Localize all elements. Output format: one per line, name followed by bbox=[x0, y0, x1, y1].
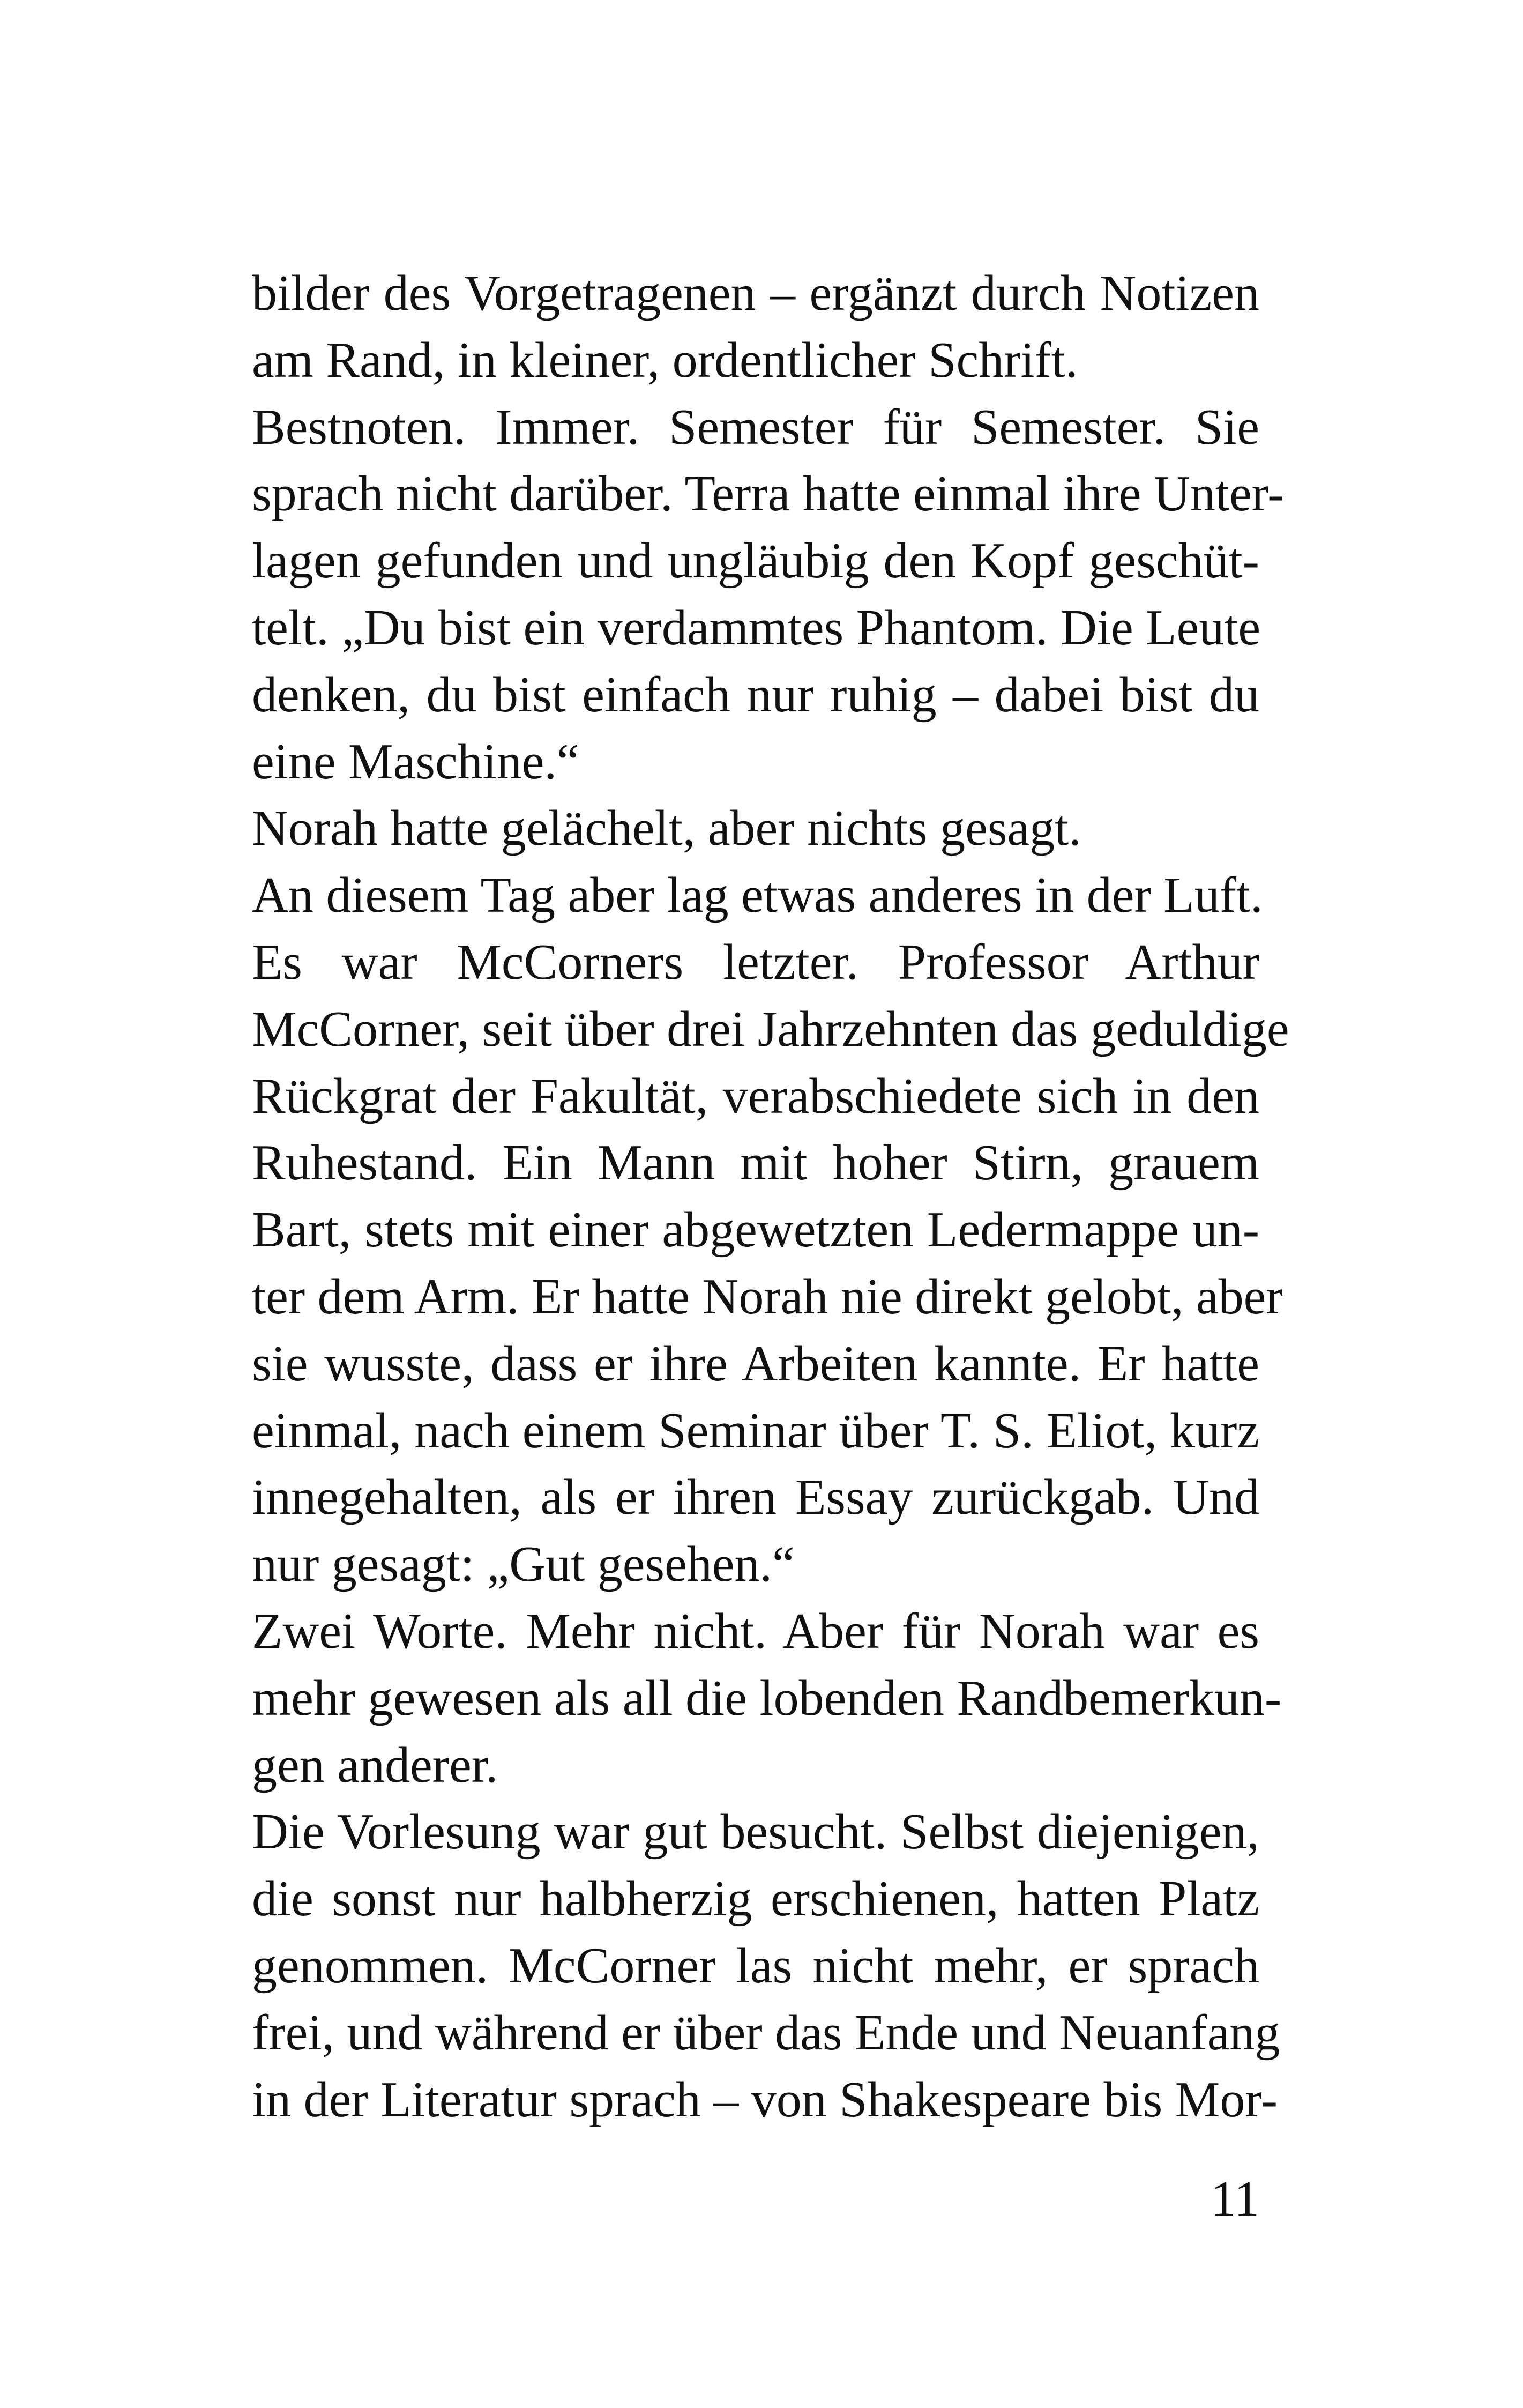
text-line: Bart, stets mit einer abgewetzten Ledermappe un- bbox=[252, 1202, 1259, 1258]
text-line: frei, und während er über das Ende und Neuanfang bbox=[252, 2004, 1280, 2061]
text-line: sie wusste, dass er ihre Arbeiten kannte. Er hatte bbox=[252, 1335, 1259, 1392]
text-line: gen anderer. bbox=[252, 1737, 498, 1793]
text-line: bilder des Vorgetragenen – ergänzt durch Notizen bbox=[252, 265, 1259, 321]
text-line: Ruhestand. Ein Mann mit hoher Stirn, grauem bbox=[252, 1135, 1259, 1191]
text-line: in der Literatur sprach – von Shakespeare bis Mor- bbox=[252, 2071, 1278, 2128]
text-line: genommen. McCorner las nicht mehr, er sprach bbox=[252, 1937, 1259, 1994]
body-text bbox=[252, 260, 1289, 2133]
page-number: 11 bbox=[1211, 2171, 1259, 2227]
text-line: Rückgrat der Fakultät, verabschiedete sich in den bbox=[252, 1068, 1259, 1124]
text-line: An diesem Tag aber lag etwas anderes in der Luft. bbox=[252, 867, 1263, 924]
text-line: die sonst nur halbherzig erschienen, hatten Platz bbox=[252, 1871, 1259, 1927]
text-line: Norah hatte gelächelt, aber nichts gesagt. bbox=[252, 800, 1081, 857]
text-line: McCorner, seit über drei Jahrzehnten das geduldige bbox=[252, 1001, 1289, 1057]
text-line: Die Vorlesung war gut besucht. Selbst diejenigen, bbox=[252, 1804, 1259, 1860]
text-line: Bestnoten. Immer. Semester für Semester. Sie bbox=[252, 399, 1259, 455]
text-line: am Rand, in kleiner, ordentlicher Schrift. bbox=[252, 332, 1078, 388]
text-line: Es war McCorners letzter. Professor Arthur bbox=[252, 934, 1259, 990]
text-line: denken, du bist einfach nur ruhig – dabei bist du bbox=[252, 666, 1259, 723]
text-line: einmal, nach einem Seminar über T. S. Eliot, kurz bbox=[252, 1402, 1259, 1459]
text-line: telt. „Du bist ein verdammtes Phantom. Die Leute bbox=[252, 599, 1261, 656]
text-line: Zwei Worte. Mehr nicht. Aber für Norah war es bbox=[252, 1603, 1259, 1659]
text-line: innegehalten, als er ihren Essay zurückgab. Und bbox=[252, 1469, 1259, 1526]
text-line: mehr gewesen als all die lobenden Randbemerkun- bbox=[252, 1670, 1282, 1726]
text-line: eine Maschine.“ bbox=[252, 733, 579, 790]
text-line: nur gesagt: „Gut gesehen.“ bbox=[252, 1536, 795, 1593]
text-line: ter dem Arm. Er hatte Norah nie direkt gelobt, aber bbox=[252, 1268, 1283, 1325]
text-line: sprach nicht darüber. Terra hatte einmal ihre Unter- bbox=[252, 466, 1285, 522]
text-line: lagen gefunden und ungläubig den Kopf geschüt- bbox=[252, 533, 1259, 589]
